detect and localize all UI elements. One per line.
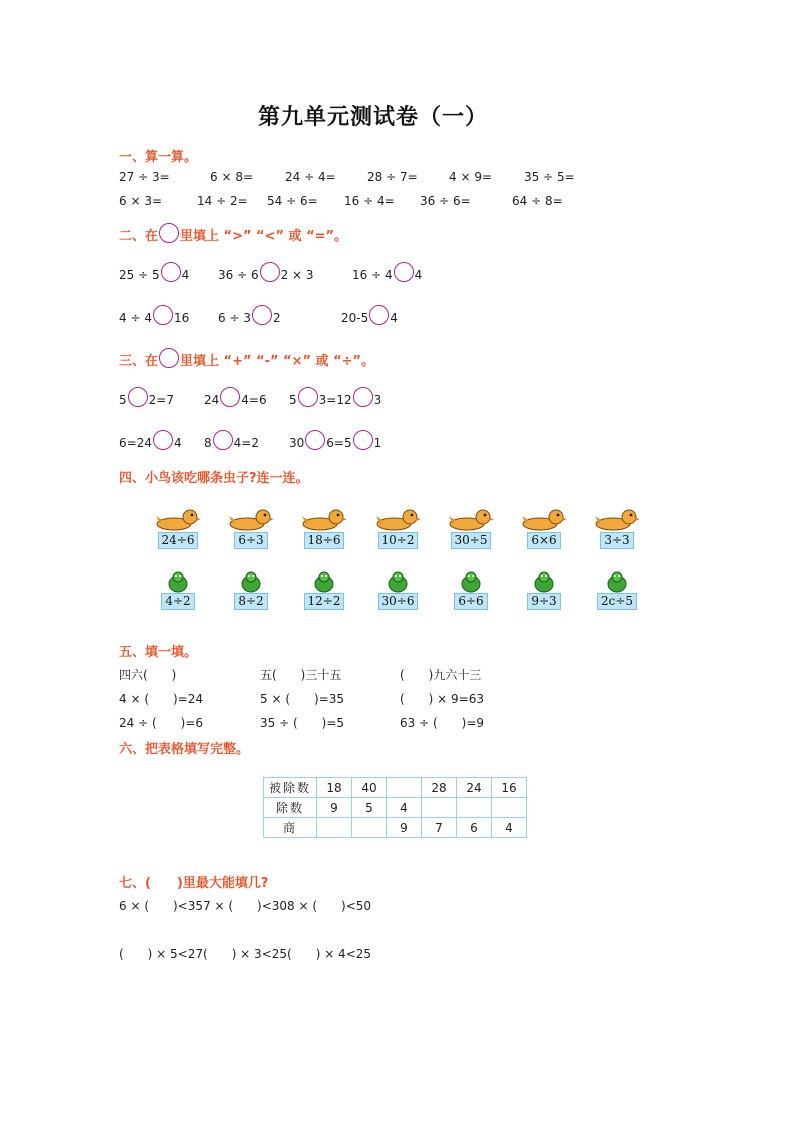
table-cell[interactable]: 18 [317, 778, 352, 798]
bug-label: 30÷6 [378, 593, 419, 610]
bug-card[interactable] [302, 571, 346, 610]
answer-circle[interactable] [369, 305, 389, 325]
section-3-heading: 三、在 里填上 “+” “-” “×” 或 “÷”。 [119, 350, 374, 369]
s1-problem: 27 ÷ 3= [119, 170, 170, 184]
s5-blank-item[interactable]: 四六( ) [119, 668, 177, 682]
bug-icon [605, 571, 629, 593]
s5-blank-item[interactable]: 5 × ( )=35 [260, 692, 345, 706]
table-cell[interactable] [352, 818, 387, 838]
bug-label: 6÷6 [454, 593, 487, 610]
s1-problem: 14 ÷ 2= [197, 194, 248, 208]
table-cell[interactable]: 9 [387, 818, 422, 838]
s1-problem: 54 ÷ 6= [267, 194, 318, 208]
s1-problem: 24 ÷ 4= [285, 170, 336, 184]
table-row-label: 被除数 [264, 778, 317, 798]
s1-problem: 35 ÷ 5= [524, 170, 575, 184]
answer-circle[interactable] [260, 262, 280, 282]
table-cell[interactable] [317, 818, 352, 838]
table-row-label: 除数 [264, 798, 317, 818]
answer-circle[interactable] [128, 387, 148, 407]
s1-problem: 16 ÷ 4= [344, 194, 395, 208]
s2-compare-item: 25 ÷ 5 4 [119, 268, 189, 282]
bird-card[interactable] [592, 506, 642, 549]
answer-circle[interactable] [153, 305, 173, 325]
circle-blank-icon [159, 348, 179, 368]
bird-card[interactable] [299, 506, 349, 549]
s5-blank-item[interactable]: 35 ÷ ( )=5 [260, 716, 345, 730]
bird-icon [227, 506, 275, 532]
s5-blank-item[interactable]: ( )九六十三 [400, 668, 482, 682]
bug-icon [239, 571, 263, 593]
bug-icon [459, 571, 483, 593]
s1-problem: 4 × 9= [449, 170, 493, 184]
s3-operator-item: 30 6=5 1 [289, 436, 381, 450]
s7-line[interactable]: ( ) × 5<27( ) × 3<25( ) × 4<25 [119, 947, 372, 961]
table-cell[interactable]: 16 [492, 778, 527, 798]
bug-label: 4÷2 [161, 593, 194, 610]
answer-circle[interactable] [305, 430, 325, 450]
bug-icon [312, 571, 336, 593]
table-row [264, 798, 527, 818]
section-6-heading: 六、把表格填写完整。 [119, 742, 250, 757]
table-row-label: 商 [264, 818, 317, 838]
s2-compare-item: 16 ÷ 4 4 [352, 268, 422, 282]
s2-compare-item: 20-5 4 [341, 311, 398, 325]
circle-blank-icon [159, 223, 179, 243]
table-cell[interactable]: 4 [387, 798, 422, 818]
table-cell[interactable] [387, 778, 422, 798]
s3-operator-item: 8 4=2 [204, 436, 259, 450]
page-title: 第九单元测试卷（一） [258, 105, 489, 130]
table-cell[interactable] [492, 798, 527, 818]
bug-icon [166, 571, 190, 593]
section-4-heading: 四、小鸟该吃哪条虫子?连一连。 [119, 471, 309, 486]
answer-circle[interactable] [161, 262, 181, 282]
bug-label: 2c÷5 [597, 593, 637, 610]
answer-circle[interactable] [353, 387, 373, 407]
bird-card[interactable] [226, 506, 276, 549]
bird-icon [447, 506, 495, 532]
s3-operator-item: 5 2=7 [119, 393, 174, 407]
table-cell[interactable] [422, 798, 457, 818]
answer-circle[interactable] [394, 262, 414, 282]
s1-problem: 28 ÷ 7= [367, 170, 418, 184]
section-2-heading: 二、在 里填上 “>” “<” 或 “=”。 [119, 225, 347, 244]
s5-blank-item[interactable]: 五( )三十五 [260, 668, 342, 682]
table-cell[interactable]: 28 [422, 778, 457, 798]
bird-card[interactable] [446, 506, 496, 549]
bug-card[interactable] [522, 571, 566, 610]
bird-icon [520, 506, 568, 532]
s5-blank-item[interactable]: 24 ÷ ( )=6 [119, 716, 204, 730]
s5-blank-item[interactable]: ( ) × 9=63 [400, 692, 485, 706]
s7-line[interactable]: 6 × ( )<357 × ( )<308 × ( )<50 [119, 899, 372, 913]
s1-problem: 64 ÷ 8= [512, 194, 563, 208]
table-cell[interactable]: 40 [352, 778, 387, 798]
section-5-heading: 五、填一填。 [119, 645, 198, 660]
bird-label: 6×6 [527, 532, 560, 549]
s3-operator-item: 5 3=12 3 [289, 393, 381, 407]
table-cell[interactable] [457, 798, 492, 818]
bird-icon [154, 506, 202, 532]
table-cell[interactable]: 4 [492, 818, 527, 838]
table-cell[interactable]: 5 [352, 798, 387, 818]
section-7-heading: 七、( )里最大能填几? [119, 876, 269, 891]
table-cell[interactable]: 24 [457, 778, 492, 798]
table-cell[interactable]: 9 [317, 798, 352, 818]
division-table [263, 777, 527, 838]
bug-card[interactable] [595, 571, 639, 610]
answer-circle[interactable] [153, 430, 173, 450]
bug-label: 8÷2 [234, 593, 267, 610]
answer-circle[interactable] [353, 430, 373, 450]
bird-card[interactable] [373, 506, 423, 549]
table-row [264, 778, 527, 798]
s1-problem: 6 × 8= [210, 170, 254, 184]
s5-blank-item[interactable]: 63 ÷ ( )=9 [400, 716, 485, 730]
bird-label: 3÷3 [600, 532, 633, 549]
bug-card[interactable] [376, 571, 420, 610]
bug-label: 12÷2 [304, 593, 345, 610]
bug-card[interactable] [156, 571, 200, 610]
table-row [264, 818, 527, 838]
bird-icon [374, 506, 422, 532]
bird-label: 10÷2 [378, 532, 419, 549]
bird-label: 18÷6 [304, 532, 345, 549]
bird-label: 6÷3 [234, 532, 267, 549]
bug-icon [386, 571, 410, 593]
bird-icon [300, 506, 348, 532]
s3-operator-item: 6=24 4 [119, 436, 182, 450]
bug-label: 9÷3 [527, 593, 560, 610]
section-1-heading: 一、算一算。 [119, 150, 198, 165]
answer-circle[interactable] [252, 305, 272, 325]
table-cell[interactable]: 7 [422, 818, 457, 838]
bug-card[interactable] [449, 571, 493, 610]
s3-operator-item: 24 4=6 [204, 393, 267, 407]
bird-icon [593, 506, 641, 532]
bug-card[interactable] [229, 571, 273, 610]
answer-circle[interactable] [298, 387, 318, 407]
bird-label: 24÷6 [158, 532, 199, 549]
s2-compare-item: 6 ÷ 3 2 [218, 311, 281, 325]
s1-problem: 6 × 3= [119, 194, 163, 208]
bug-icon [532, 571, 556, 593]
bird-card[interactable] [153, 506, 203, 549]
s2-compare-item: 36 ÷ 6 2 × 3 [218, 268, 314, 282]
answer-circle[interactable] [213, 430, 233, 450]
bird-card[interactable] [519, 506, 569, 549]
bird-label: 30÷5 [451, 532, 492, 549]
table-cell[interactable]: 6 [457, 818, 492, 838]
s1-problem: 36 ÷ 6= [420, 194, 471, 208]
s2-compare-item: 4 ÷ 4 16 [119, 311, 189, 325]
s5-blank-item[interactable]: 4 × ( )=24 [119, 692, 204, 706]
answer-circle[interactable] [220, 387, 240, 407]
